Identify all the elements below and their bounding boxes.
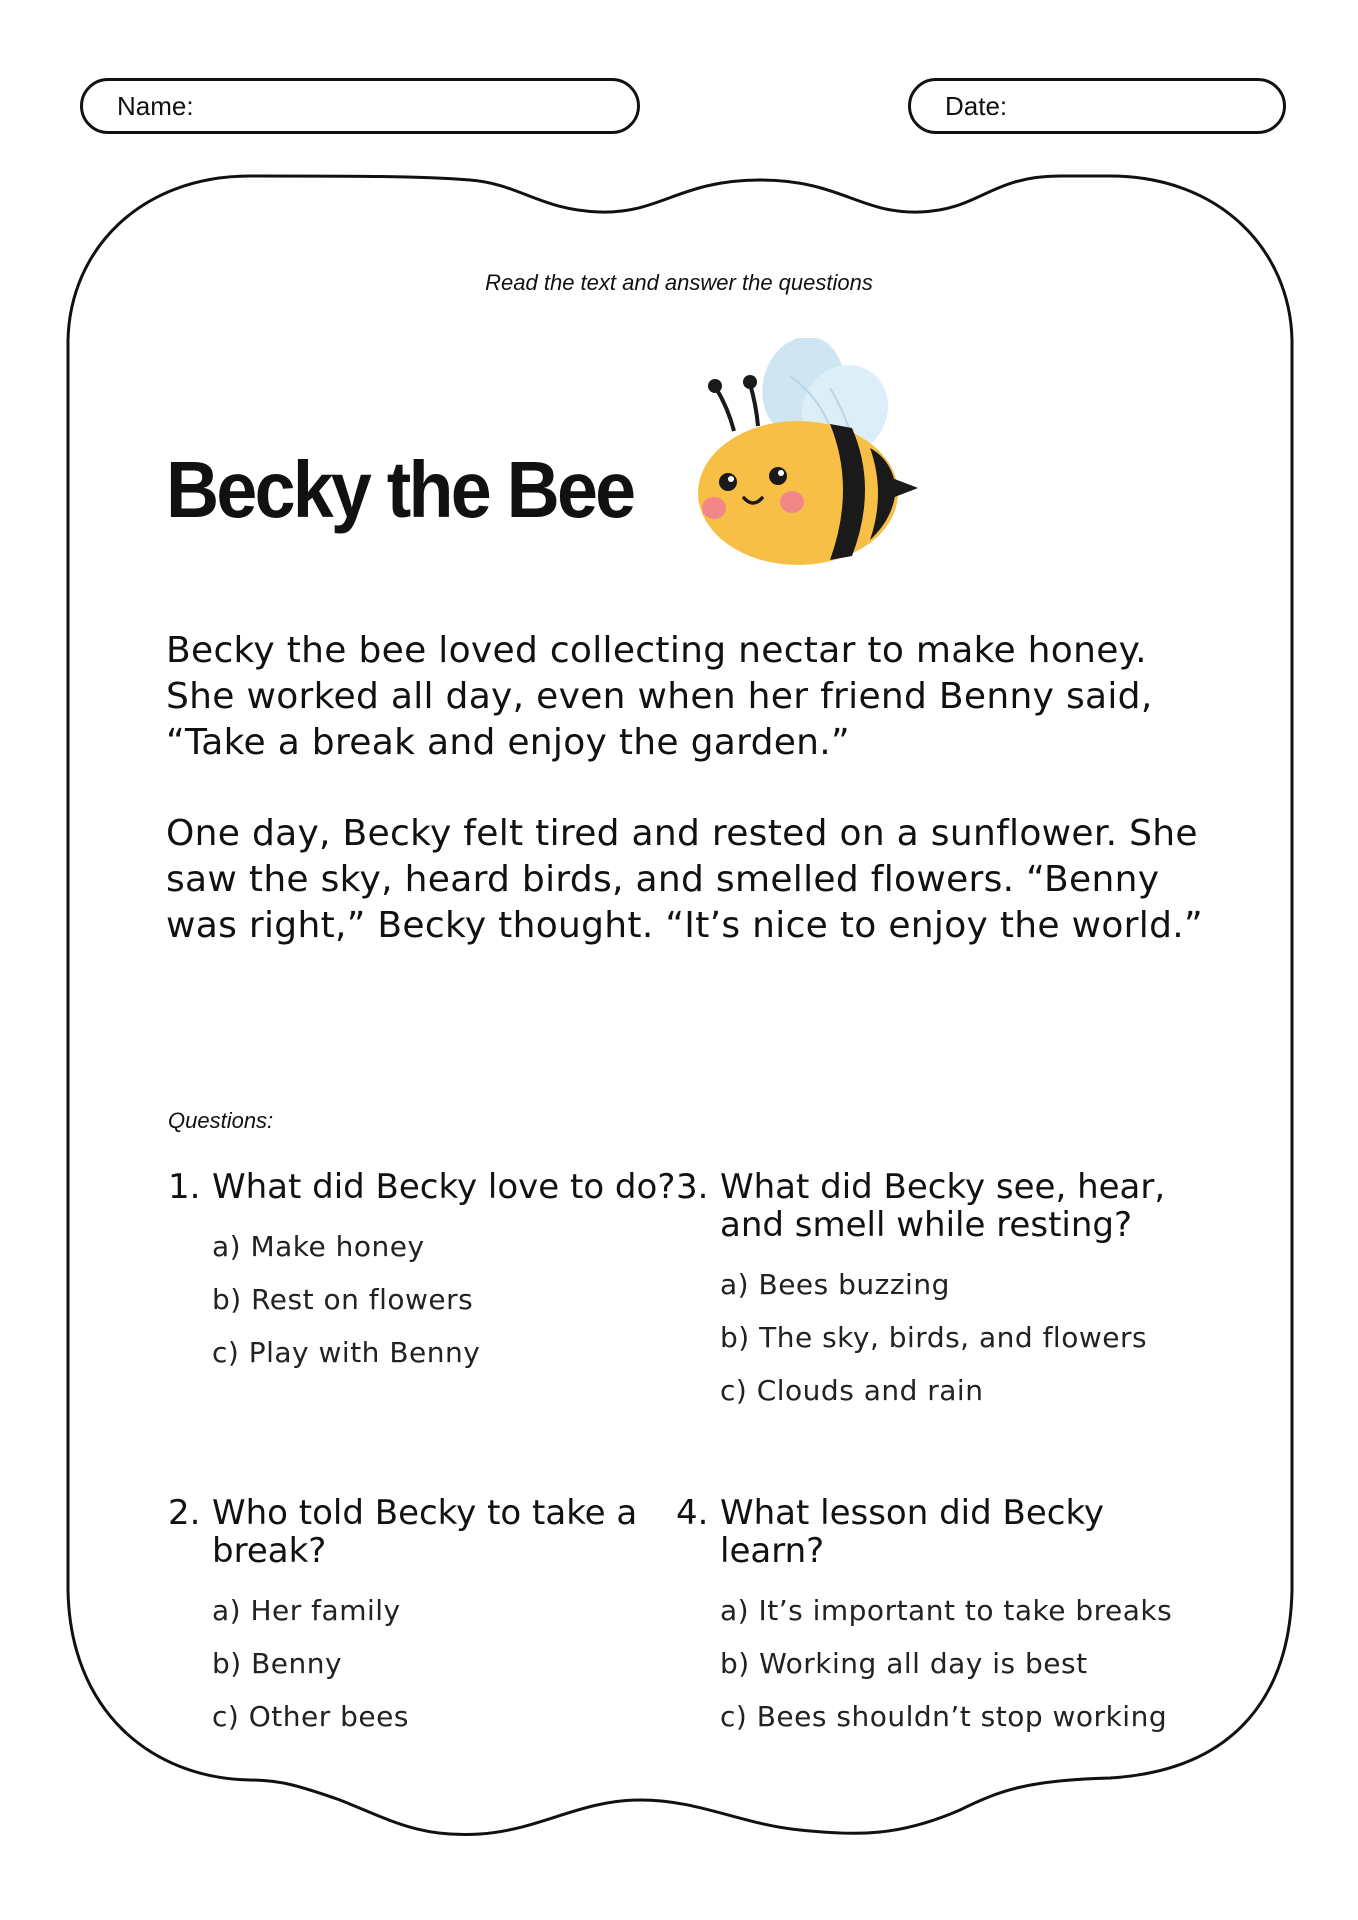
- bee-eye-right: [769, 467, 787, 485]
- question-text: Who told Becky to take a break?: [212, 1493, 638, 1571]
- name-field[interactable]: [80, 78, 640, 134]
- answer-option[interactable]: b) Benny: [212, 1647, 343, 1680]
- answer-option[interactable]: c) Bees shouldn’t stop working: [720, 1700, 1168, 1733]
- question-text: What lesson did Becky learn?: [720, 1493, 1105, 1571]
- date-field[interactable]: [908, 78, 1286, 134]
- answer-option[interactable]: a) Make honey: [212, 1230, 425, 1263]
- story-paragraph: Becky the bee loved collecting nectar to make honey. She worked all day, even when her friend Benny said, “Take a break and enjoy the garden.”: [166, 630, 1153, 763]
- question-text: What did Becky see, hear, and smell while resting?: [720, 1167, 1166, 1245]
- questions-heading: Questions:: [168, 1108, 274, 1133]
- question-2: [168, 1494, 688, 1743]
- date-label: Date:: [945, 90, 1008, 121]
- answer-option[interactable]: c) Other bees: [212, 1700, 409, 1733]
- question-4: [676, 1494, 1196, 1743]
- bee-stinger: [892, 478, 918, 498]
- worksheet-title: Becky the Bee: [166, 445, 634, 534]
- question-number: 4.: [676, 1493, 709, 1533]
- name-label: Name:: [117, 90, 194, 121]
- answer-option[interactable]: b) Working all day is best: [720, 1647, 1088, 1680]
- bee-eye-left: [719, 473, 737, 491]
- answer-option[interactable]: c) Clouds and rain: [720, 1374, 984, 1407]
- answer-option[interactable]: b) The sky, birds, and flowers: [720, 1321, 1148, 1354]
- question-3: [676, 1168, 1196, 1417]
- answer-option[interactable]: a) Bees buzzing: [720, 1268, 950, 1301]
- question-number: 2.: [168, 1493, 201, 1533]
- question-number: 1.: [168, 1167, 201, 1207]
- bee-cheek-left: [702, 497, 726, 519]
- answer-option[interactable]: c) Play with Benny: [212, 1336, 481, 1369]
- question-text: What did Becky love to do?: [212, 1167, 676, 1207]
- question-number: 3.: [676, 1167, 709, 1207]
- instructions-text: Read the text and answer the questions: [485, 270, 873, 295]
- bee-icon: [680, 338, 920, 578]
- answer-option[interactable]: a) Her family: [212, 1594, 401, 1627]
- question-1: [168, 1168, 688, 1379]
- bee-cheek-right: [780, 491, 804, 513]
- story-paragraph: One day, Becky felt tired and rested on a sunflower. She saw the sky, heard birds, and smelled flowers. “Benny was right,” Becky thought. “It’s nice to enjoy the world.”: [166, 813, 1203, 946]
- answer-option[interactable]: a) It’s important to take breaks: [720, 1594, 1173, 1627]
- answer-option[interactable]: b) Rest on flowers: [212, 1283, 474, 1316]
